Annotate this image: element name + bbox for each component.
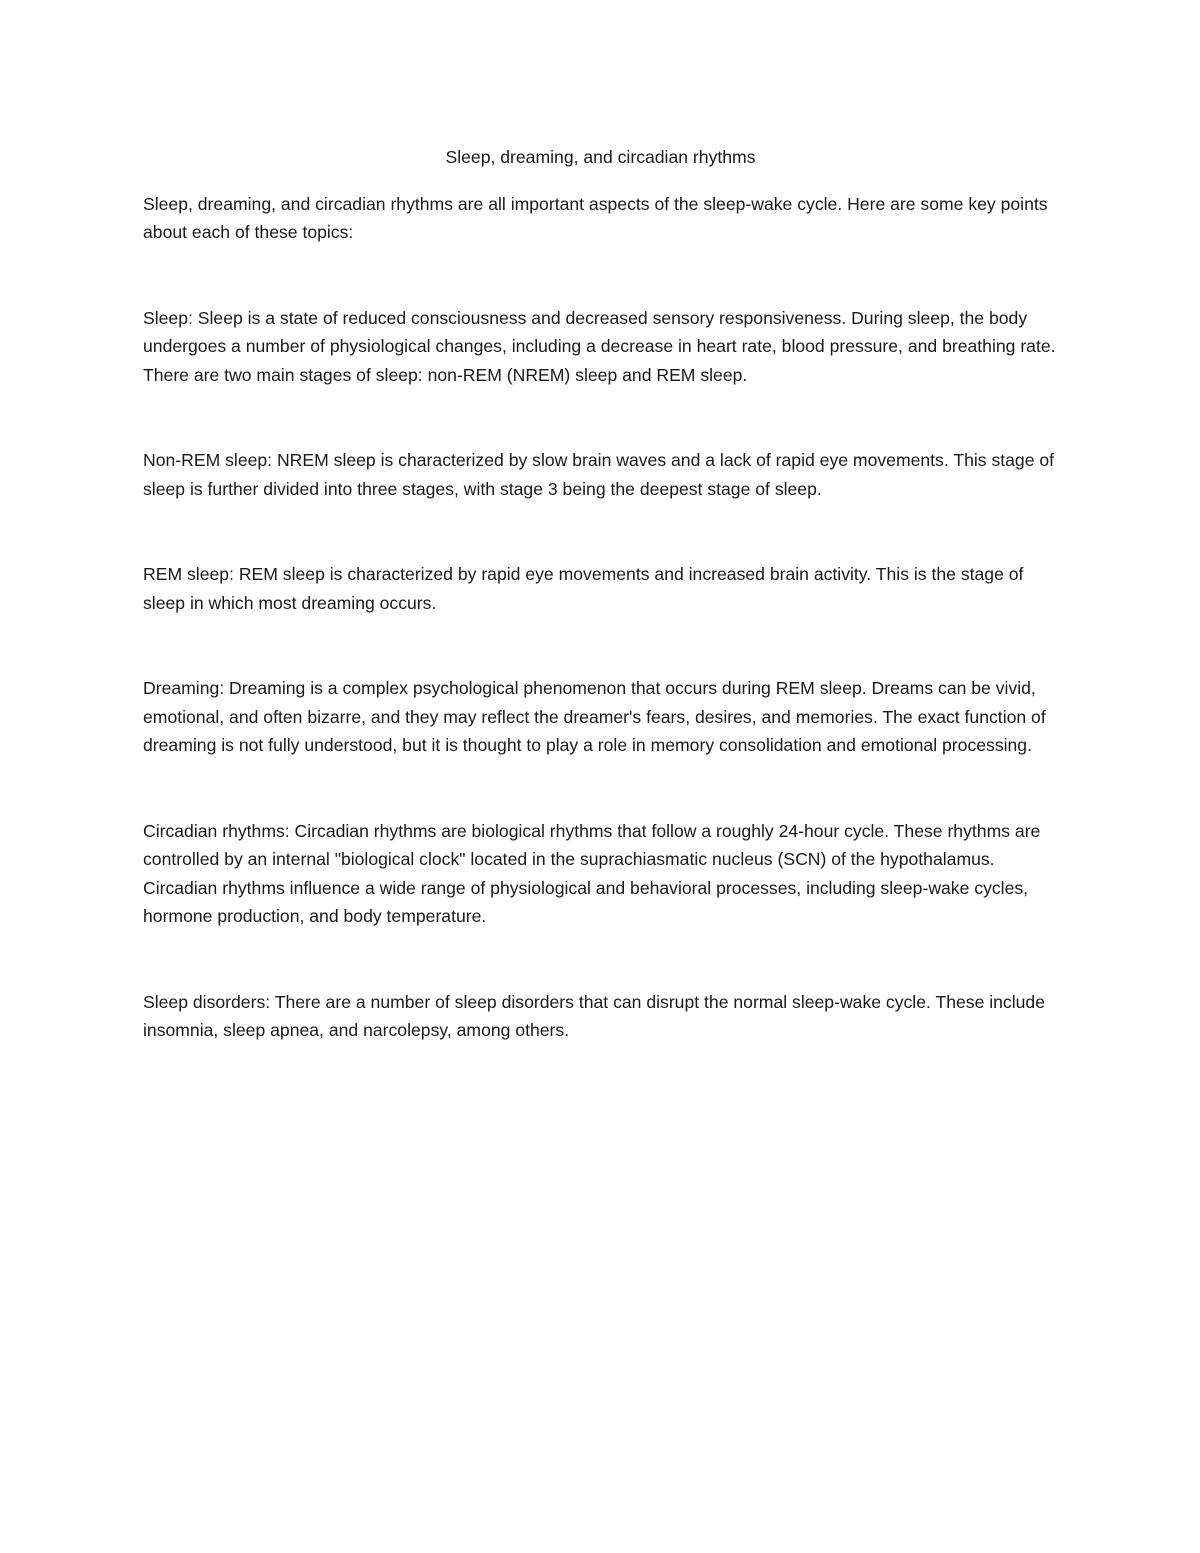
- paragraph-spacer: [143, 389, 1058, 446]
- paragraph-spacer: [143, 247, 1058, 304]
- dreaming-paragraph: Dreaming: Dreaming is a complex psychological phenomenon that occurs during REM sleep. Dreams can be vivid, emotional, and often bizarre, and they may reflect the dreamer's fears, desires, and memories. The exact function of dreaming is not fully understood, but it is thought to play a role in memory consolidation and emotional processing.: [143, 678, 1046, 755]
- intro-paragraph: Sleep, dreaming, and circadian rhythms are all important aspects of the sleep-wake cycle. Here are some key points about each of these topics:: [143, 193, 1048, 242]
- rem-sleep-paragraph: REM sleep: REM sleep is characterized by rapid eye movements and increased brain activity. This is the stage of sleep in which most dreaming occurs.: [143, 564, 1024, 613]
- circadian-rhythms-paragraph: Circadian rhythms: Circadian rhythms are biological rhythms that follow a roughly 24-hour cycle. These rhythms are controlled by an internal "biological clock" located in the suprachiasmatic nucleus (SCN) of the hypothalamus. Circadian rhythms influence a wide range of physiological and behavioral processes, including sleep-wake cycles, hormone production, and body temperature.: [143, 820, 1041, 926]
- paragraph-spacer: [143, 503, 1058, 560]
- paragraph-spacer: [143, 760, 1058, 817]
- document-title: Sleep, dreaming, and circadian rhythms: [445, 147, 756, 167]
- nrem-sleep-paragraph: Non-REM sleep: NREM sleep is characterized by slow brain waves and a lack of rapid eye movements. This stage of sleep is further divided into three stages, with stage 3 being the deepest stage of sleep.: [143, 450, 1055, 499]
- sleep-paragraph: Sleep: Sleep is a state of reduced consciousness and decreased sensory responsiveness. During sleep, the body undergoes a number of physiological changes, including a decrease in heart rate, blood pressure, and breathing rate. There are two main stages of sleep: non-REM (NREM) sleep and REM sleep.: [143, 307, 1056, 385]
- paragraph-spacer: [143, 617, 1058, 674]
- sleep-disorders-paragraph: Sleep disorders: There are a number of sleep disorders that can disrupt the normal sleep-wake cycle. These include insomnia, sleep apnea, and narcolepsy, among others.: [143, 991, 1045, 1040]
- document-body: [143, 143, 1058, 1045]
- paragraph-spacer: [143, 931, 1058, 988]
